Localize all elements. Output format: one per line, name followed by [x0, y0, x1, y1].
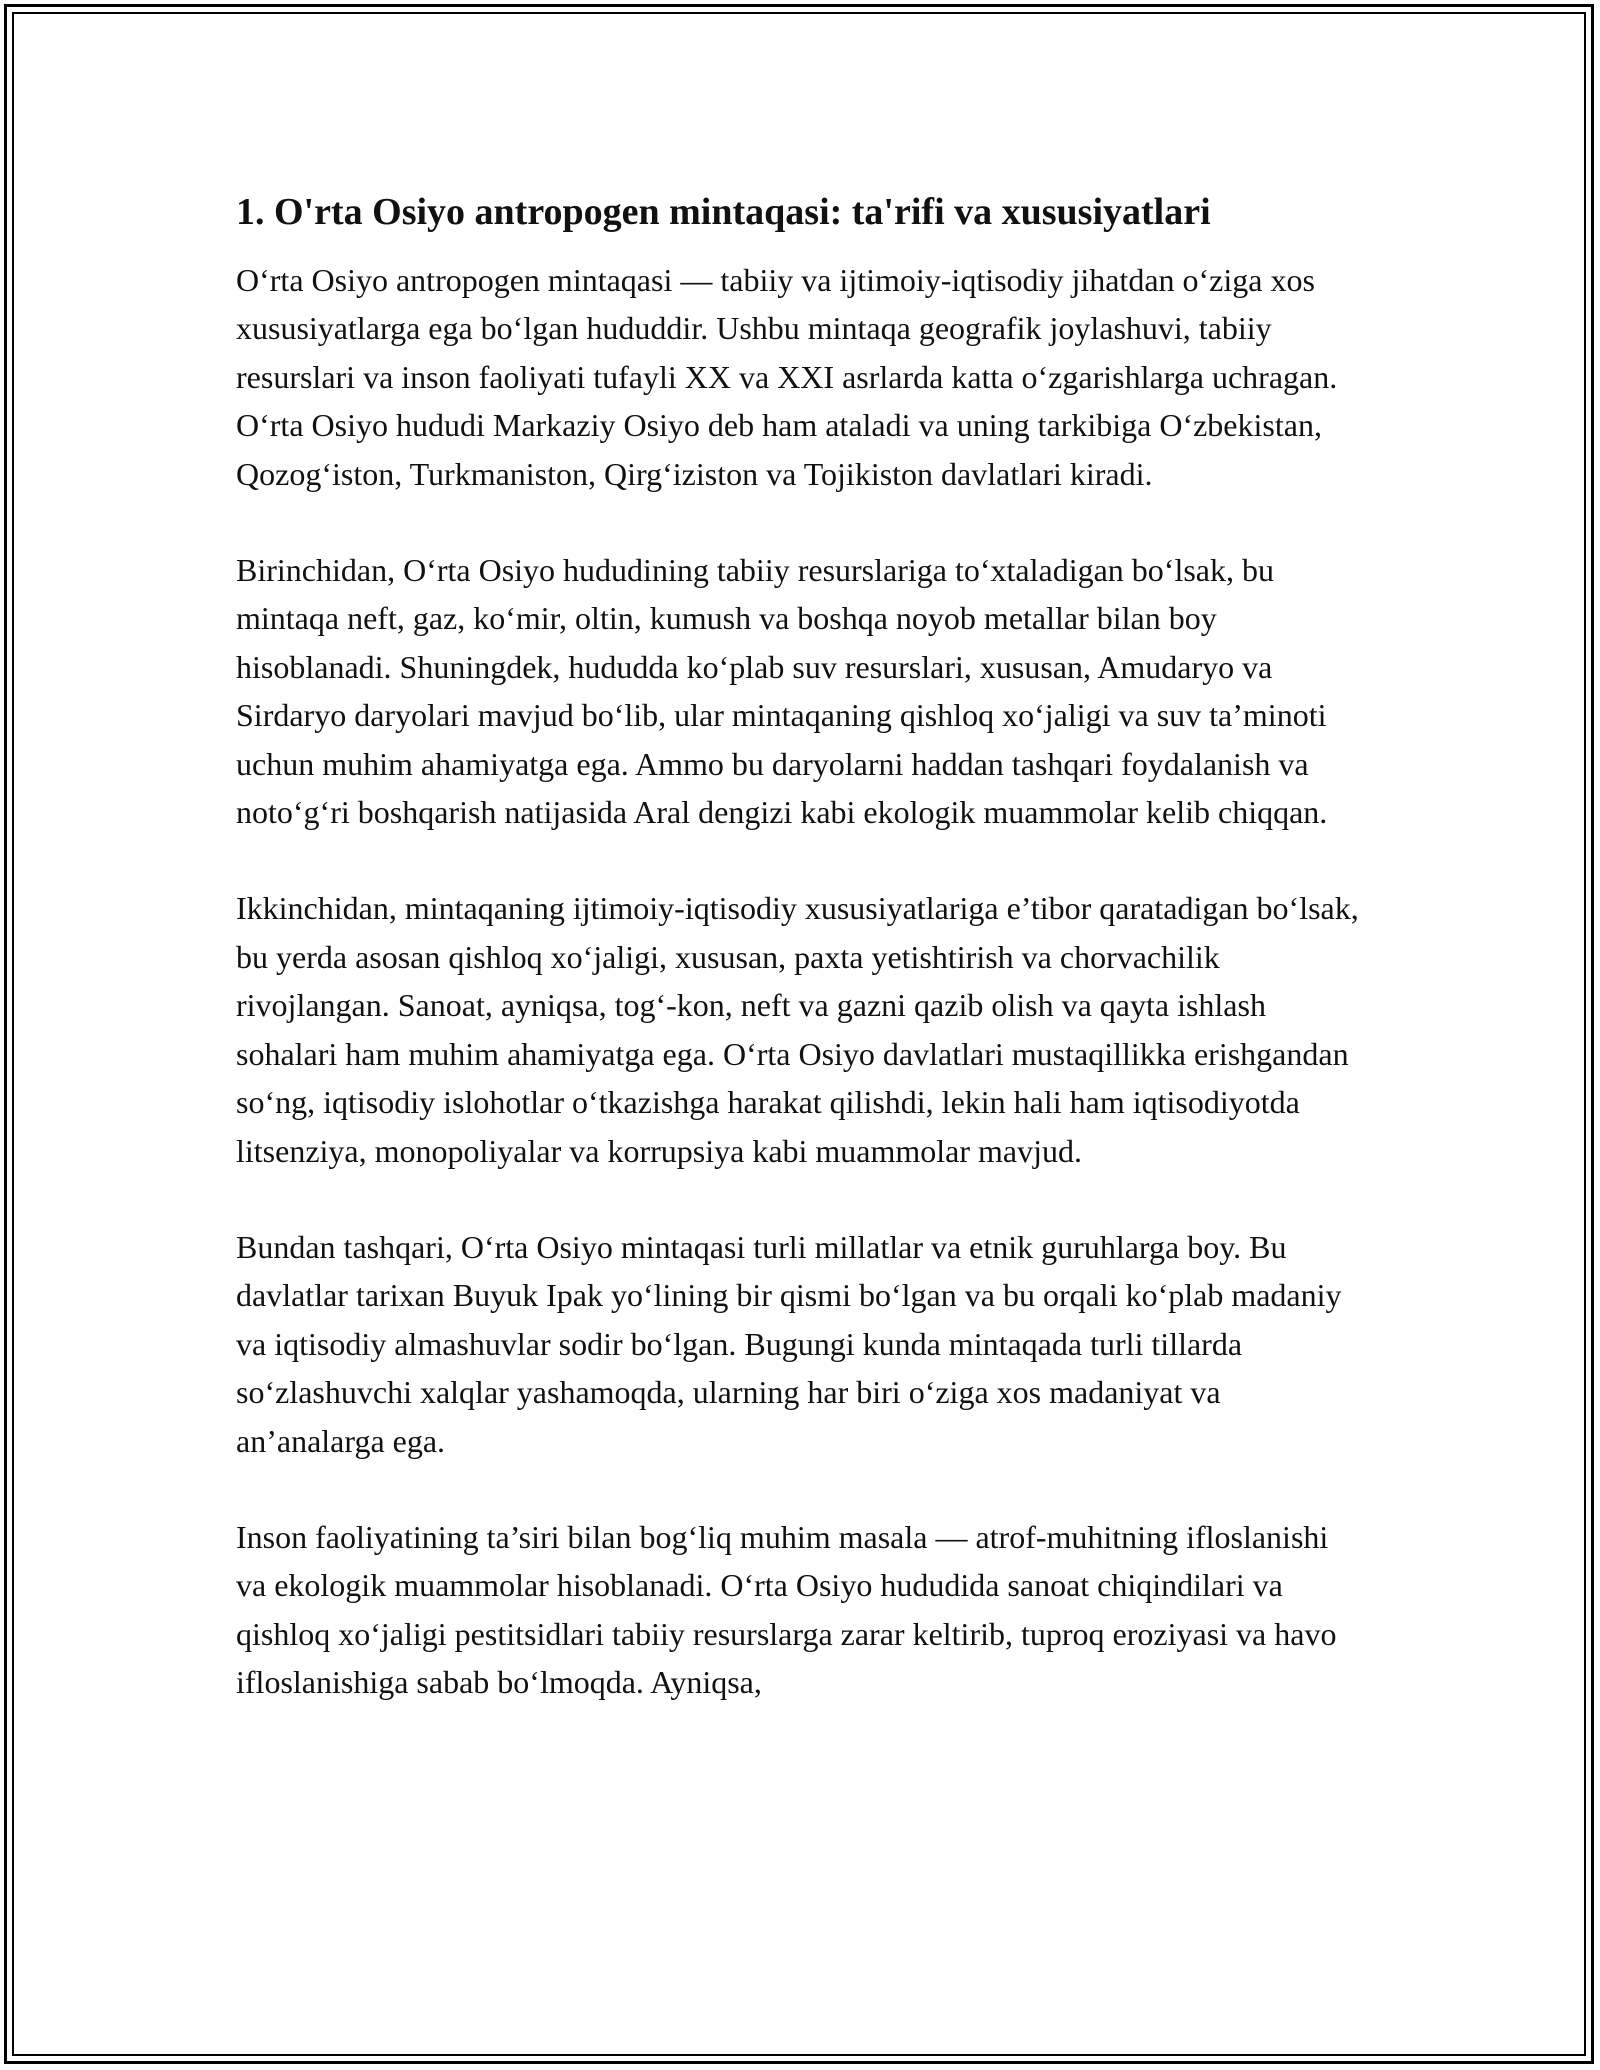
paragraph-2: Birinchidan, O‘rta Osiyo hududining tabiiy resurslariga to‘xtaladigan bo‘lsak, bu mintaqa neft, gaz, ko‘mir, oltin, kumush va boshqa noyob metallar bilan boy hisoblanadi. Shuningdek, hududda ko‘plab suv resurslari, xususan, Amudaryo va Sirdaryo daryolari mavjud bo‘lib, ular mintaqaning qishloq xo‘jaligi va suv ta’minoti uchun muhim ahamiyatga ega. Ammo bu daryolarni haddan tashqari foydalanish va noto‘g‘ri boshqarish natijasida Aral dengizi kabi ekologik muammolar kelib chiqqan. [236, 552, 1328, 831]
document-body [236, 188, 1366, 1755]
paragraph-4: Bundan tashqari, O‘rta Osiyo mintaqasi turli millatlar va etnik guruhlarga boy. Bu davlatlar tarixan Buyuk Ipak yo‘lining bir qismi bo‘lgan va bu orqali ko‘plab madaniy va iqtisodiy almashuvlar sodir bo‘lgan. Bugungi kunda mintaqada turli tillarda so‘zlashuvchi xalqlar yashamoqda, ularning har biri o‘ziga xos madaniyat va an’analarga ega. [236, 1228, 1342, 1459]
section-heading: 1. O'rta Osiyo antropogen mintaqasi: ta'rifi va xususiyatlari [236, 191, 1211, 233]
paragraph-1: O‘rta Osiyo antropogen mintaqasi — tabiiy va ijtimoiy-iqtisodiy jihatdan o‘ziga xos xususiyatlarga ega bo‘lgan hududdir. Ushbu mintaqa geografik joylashuvi, tabiiy resurslari va inson faoliyati tufayli XX va XXI asrlarda katta o‘zgarishlarga uchragan. O‘rta Osiyo hududi Markaziy Osiyo deb ham ataladi va uning tarkibiga O‘zbekistan, Qozog‘iston, Turkmaniston, Qirg‘iziston va Tojikiston davlatlari kiradi. [236, 262, 1338, 492]
paragraph-5: Inson faoliyatining ta’siri bilan bog‘liq muhim masala — atrof-muhitning ifloslanishi va ekologik muammolar hisoblanadi. O‘rta Osiyo hududida sanoat chiqindilari va qishloq xo‘jaligi pestitsidlari tabiiy resurslarga zarar keltirib, tuproq eroziyasi va havo ifloslanishiga sabab bo‘lmoqda. Ayniqsa, [236, 1518, 1337, 1701]
paragraph-3: Ikkinchidan, mintaqaning ijtimoiy-iqtisodiy xususiyatlariga e’tibor qaratadigan bo‘lsak, bu yerda asosan qishloq xo‘jaligi, xususan, paxta yetishtirish va chorvachilik rivojlangan. Sanoat, ayniqsa, tog‘-kon, neft va gazni qazib olish va qayta ishlash sohalari ham muhim ahamiyatga ega. O‘rta Osiyo davlatlari mustaqillikka erishgandan so‘ng, iqtisodiy islohotlar o‘tkazishga harakat qilishdi, lekin hali ham iqtisodiyotda litsenziya, monopoliyalar va korrupsiya kabi muammolar mavjud. [236, 890, 1359, 1169]
